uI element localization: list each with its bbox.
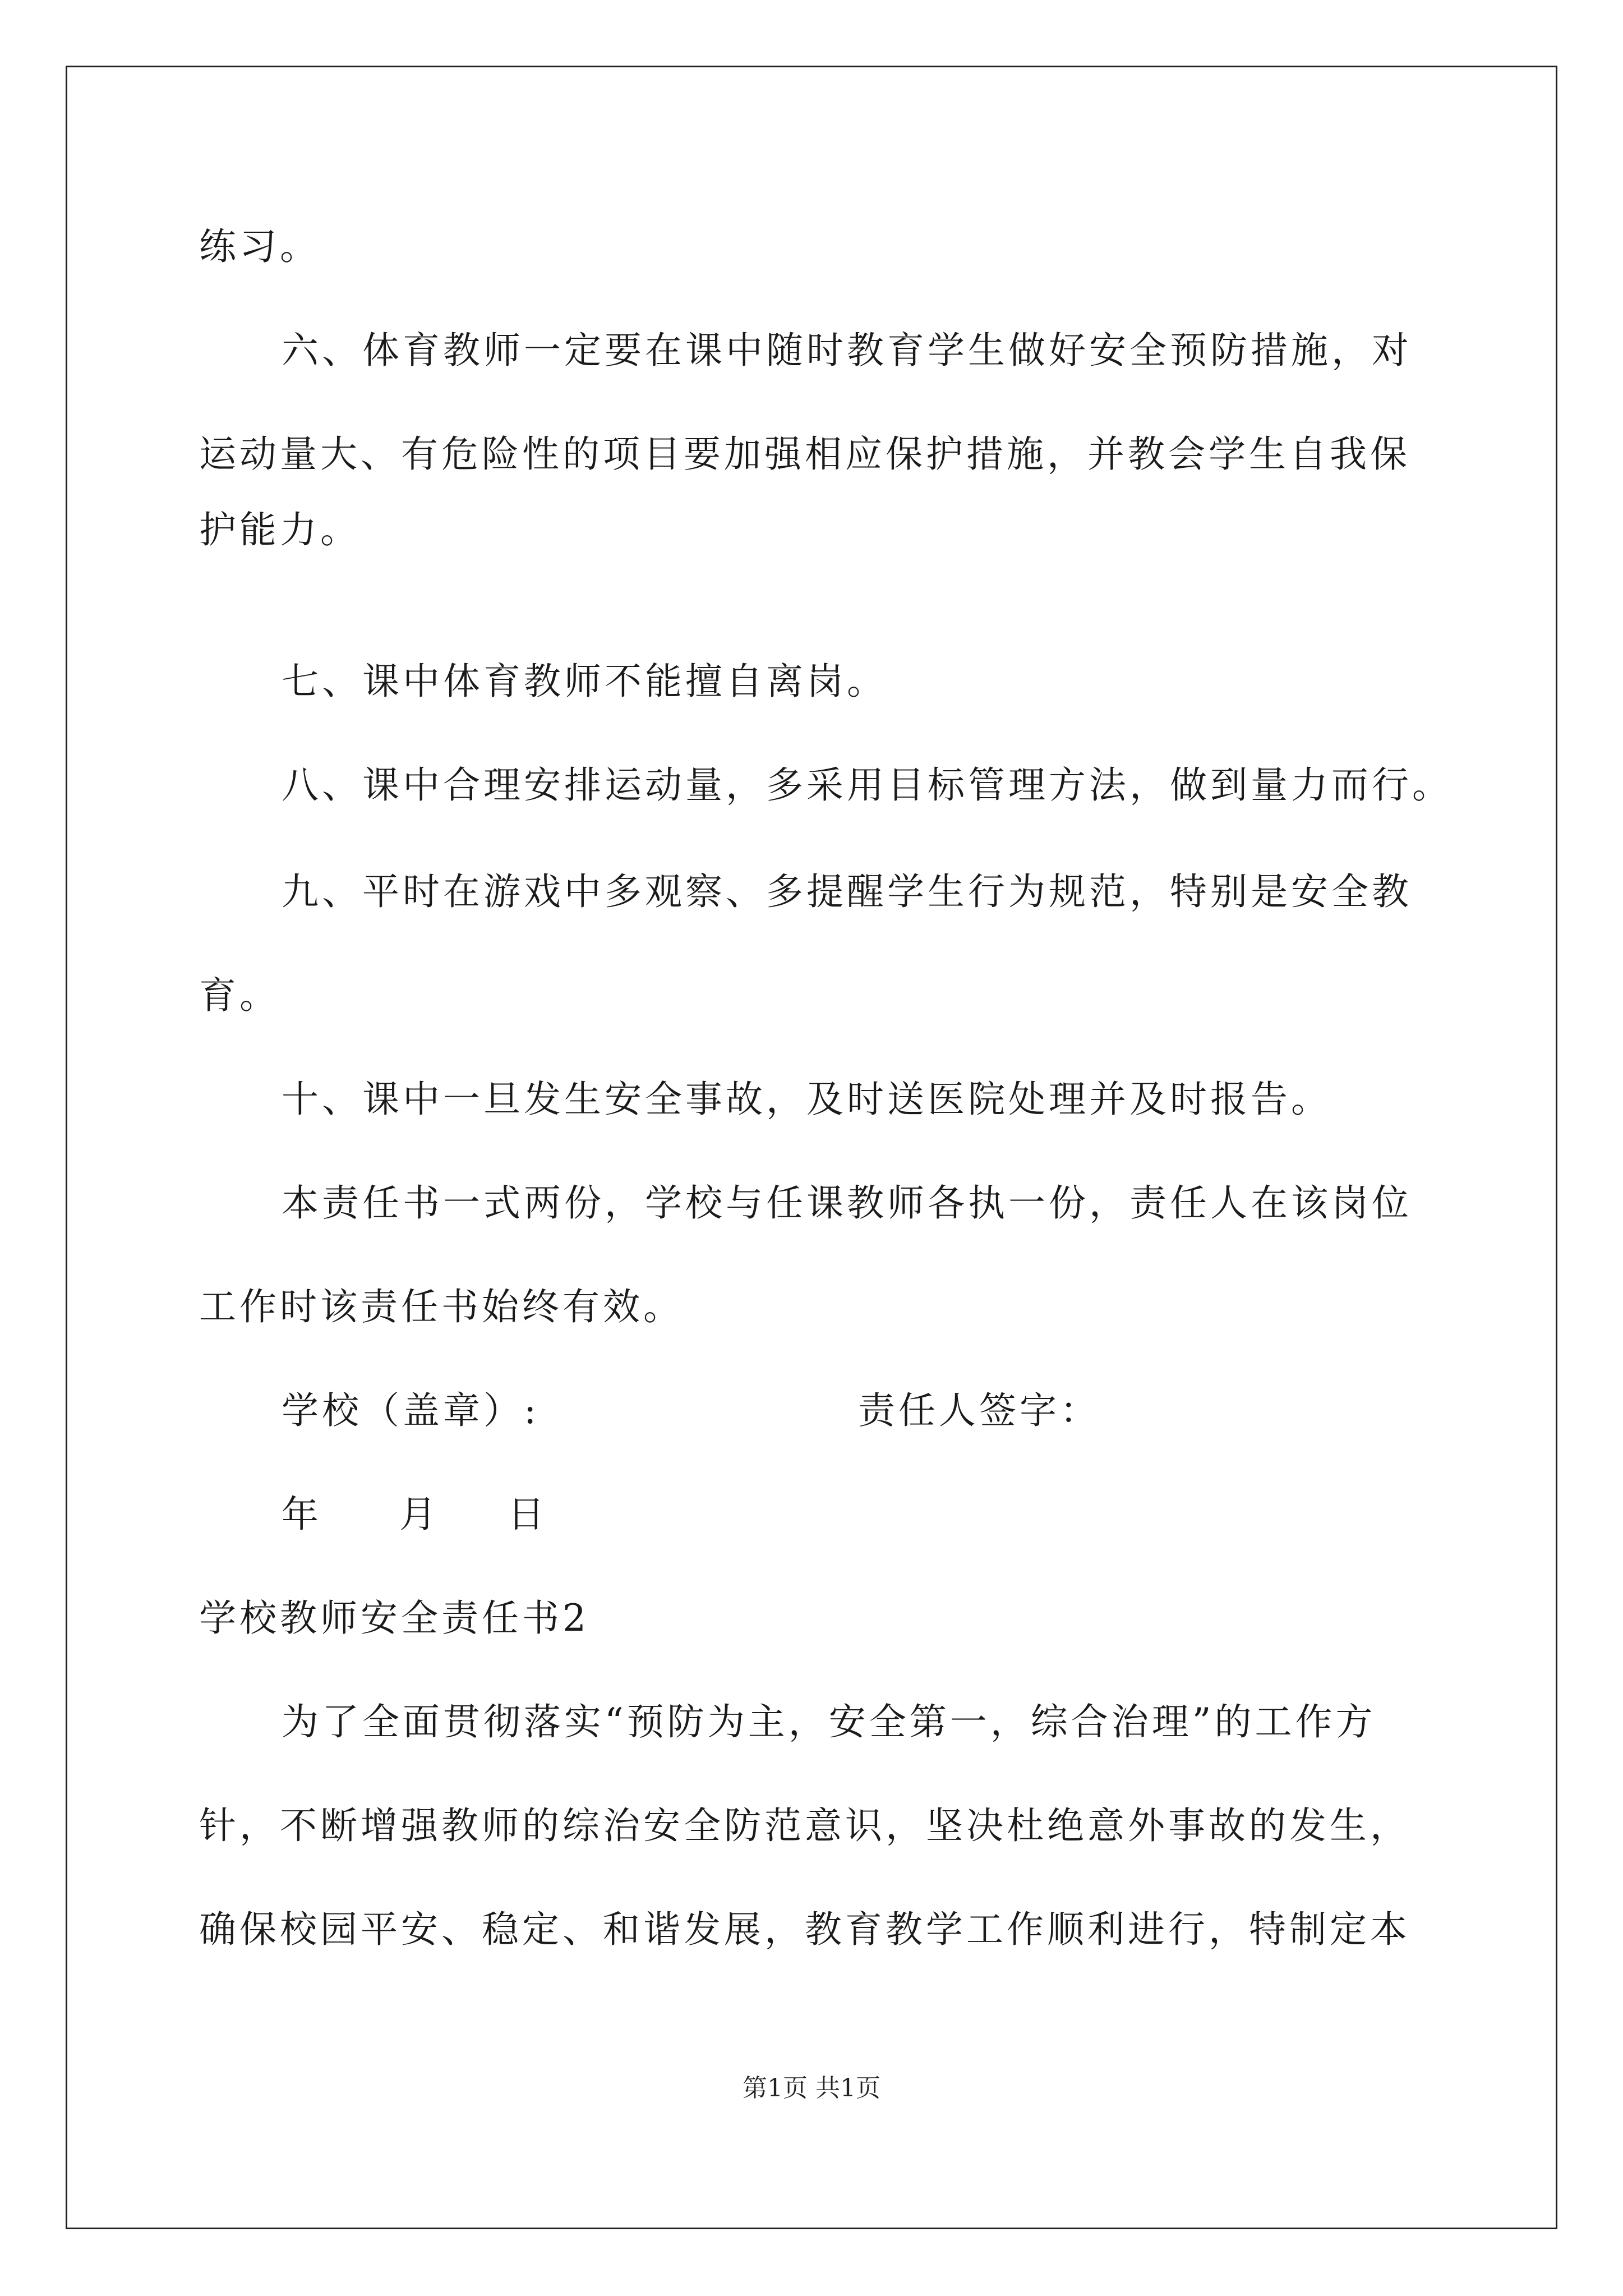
text-line-7: 九、平时在游戏中多观察、多提醒学生行为规范，特别是安全教 — [282, 870, 1412, 913]
section-line-1: 为了全面贯彻落实“预防为主，安全第一，综合治理”的工作方 — [282, 1700, 1376, 1743]
school-seal-label: 学校（盖章）: — [282, 1389, 540, 1432]
text-line-9: 十、课中一旦发生安全事故，及时送医院处理并及时报告。 — [282, 1078, 1331, 1121]
text-line-8: 育。 — [199, 974, 280, 1017]
date-day-label: 日 — [508, 1493, 545, 1536]
section-title: 学校教师安全责任书2 — [199, 1596, 589, 1640]
date-month-label: 月 — [399, 1493, 436, 1536]
text-line-4: 护能力。 — [199, 508, 361, 551]
text-line-2: 六、体育教师一定要在课中随时教育学生做好安全预防措施，对 — [282, 329, 1412, 372]
section-line-2: 针，不断增强教师的综治安全防范意识，坚决杜绝意外事故的发生， — [199, 1804, 1410, 1847]
text-line-10: 本责任书一式两份，学校与任课教师各执一份，责任人在该岗位 — [282, 1181, 1412, 1225]
page-footer: 第1页 共1页 — [743, 2074, 880, 2102]
text-line-1: 练习。 — [199, 225, 320, 268]
signature-label: 责任人签字： — [858, 1389, 1100, 1432]
text-line-3: 运动量大、有危险性的项目要加强相应保护措施，并教会学生自我保 — [199, 432, 1410, 476]
text-line-5: 七、课中体育教师不能擅自离岗。 — [282, 660, 887, 703]
date-year-label: 年 — [282, 1493, 319, 1536]
text-line-11: 工作时该责任书始终有效。 — [199, 1285, 684, 1328]
text-line-6: 八、课中合理安排运动量，多采用目标管理方法，做到量力而行。 — [282, 763, 1453, 807]
section-line-3: 确保校园平安、稳定、和谐发展，教育教学工作顺利进行，特制定本 — [199, 1908, 1410, 1951]
